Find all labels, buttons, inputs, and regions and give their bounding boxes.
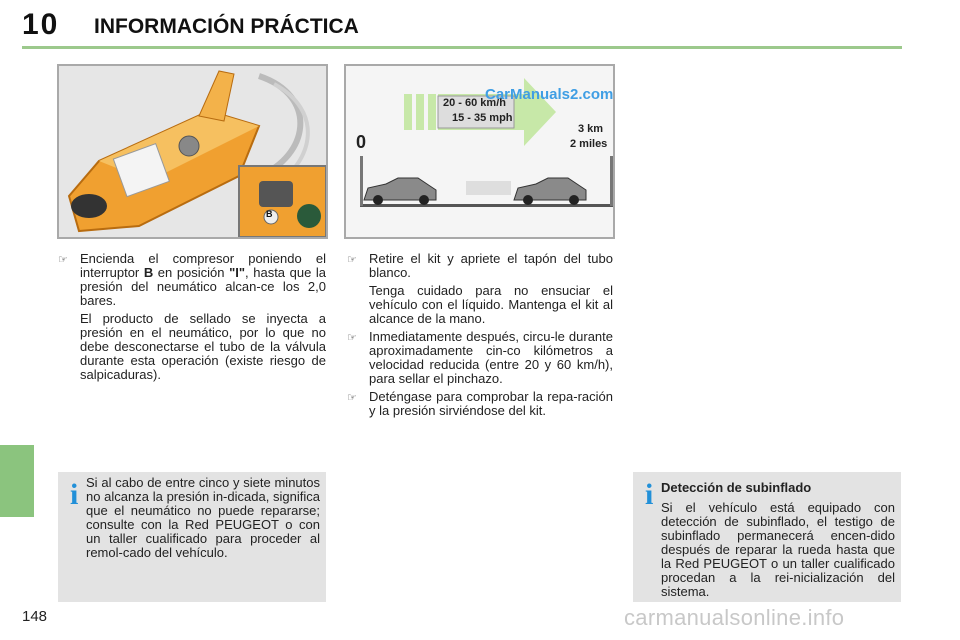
- right-bullet-3: Deténgase para comprobar la repa-ración y la presión sirviéndose del kit.: [369, 389, 613, 418]
- info-box-pressure: [58, 472, 326, 602]
- right-bullet-1-block: [347, 251, 613, 326]
- switch-b-callout: B: [266, 209, 273, 219]
- info-box-pressure-text: Si al cabo de entre cinco y siete minutos no alcanza la presión in-dicada, significa que el neumático no puede repararse; consulte con la Red PEUGEOT o con un taller cualificado para proceder al remol-cado del vehículo.: [86, 475, 320, 560]
- right-bullet-2: Inmediatamente después, circu-le durante aproximadamente cin-co kilómetros a velocidad reducida (entre 20 y 60 km/h), para sellar el pinchazo.: [369, 329, 613, 386]
- left-bullet-1: Encienda el compresor poniendo el interruptor B en posición "I", hasta que la presión del neumático alcan-ce los 2,0 bares.: [80, 251, 326, 308]
- info-icon: i: [70, 478, 79, 511]
- right-bullet-1: Retire el kit y apriete el tapón del tubo blanco.: [369, 251, 613, 280]
- chapter-title: INFORMACIÓN PRÁCTICA: [94, 15, 359, 38]
- right-bullet-2-block: [347, 329, 613, 386]
- info-box-subinflation: [633, 472, 901, 602]
- header-divider: [22, 46, 902, 49]
- speed-kmh-label: 20 - 60 km/h: [443, 97, 506, 109]
- right-column-text: [347, 251, 613, 422]
- speed-mph-label: 15 - 35 mph: [452, 112, 513, 124]
- page-number: 148: [22, 608, 48, 625]
- distance-miles-label: 2 miles: [570, 138, 608, 150]
- left-paragraph-2: El producto de sellado se inyecta a presión en el neumático, por lo que no debe desconectarse el tubo de la válvula durante esta operación (existe riesgo de salpicaduras).: [80, 311, 326, 382]
- footer-watermark: carmanualsonline.info: [624, 605, 845, 630]
- bullet-icon: ☞: [347, 392, 357, 404]
- bullet-icon: ☞: [347, 254, 357, 266]
- compressor-kit-illustration: [59, 66, 326, 237]
- distance-km-label: 3 km: [578, 123, 604, 135]
- chapter-number: 10: [22, 8, 60, 41]
- bullet-icon: ☞: [58, 254, 68, 266]
- right-paragraph-1b: Tenga cuidado para no ensuciar el vehículo con el líquido. Mantenga el kit al alcance de la mano.: [369, 283, 613, 326]
- figure-watermark: CarManuals2.com: [485, 86, 614, 103]
- info-box-subinflation-text: Si el vehículo está equipado con detección de subinflado, el testigo de subinflado permanecerá encen-dido después de reparar la rueda hasta que la Red PEUGEOT o un taller cualificado procedan a la rei-nicialización del sistema.: [661, 500, 895, 599]
- chapter-side-tab: [0, 445, 34, 517]
- info-icon: i: [645, 478, 654, 511]
- compressor-kit-figure: [57, 64, 328, 239]
- right-bullet-3-block: [347, 389, 613, 418]
- left-column-text: [58, 251, 326, 386]
- bullet-icon: ☞: [347, 332, 357, 344]
- info-box-subinflation-title: Detección de subinflado: [661, 480, 812, 495]
- start-zero-label: 0: [356, 132, 367, 152]
